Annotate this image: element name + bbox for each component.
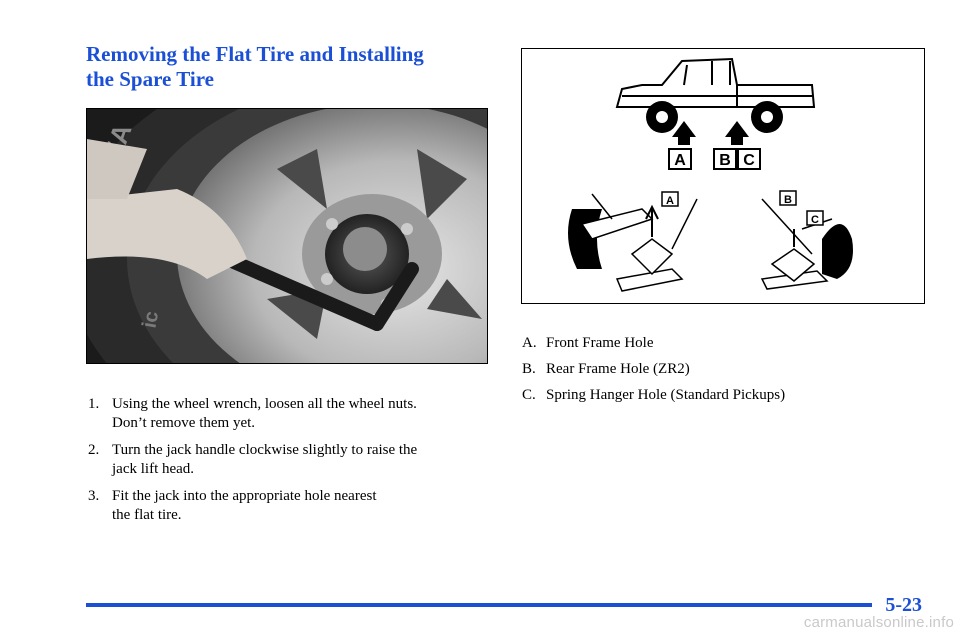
callout-top-a: A (674, 152, 686, 169)
step-text-line: the flat tire. (112, 507, 182, 523)
step-text-line: Don’t remove them yet. (112, 415, 256, 431)
front-jack-detail (568, 194, 697, 291)
legend-letter: A. (522, 335, 537, 351)
diagram-legend (522, 334, 922, 412)
section-heading (86, 42, 506, 92)
step-number: 1. (88, 396, 100, 412)
step-text-line: Fit the jack into the appropriate hole nearest (112, 488, 377, 504)
step-item (88, 441, 488, 479)
step-text-line: jack lift head. (112, 461, 195, 477)
arrow-bc-icon (725, 121, 749, 145)
legend-letter: B. (522, 361, 536, 377)
step-item (88, 487, 488, 525)
wheel-photo-illustration (87, 109, 487, 363)
callout-top-c: C (743, 152, 755, 169)
svg-text:ic: ic (138, 309, 164, 330)
jack-points-diagram (521, 48, 925, 304)
wheel-wrench-photo (86, 108, 488, 364)
heading-line-1: Removing the Flat Tire and Installing (86, 42, 424, 66)
callout-left-a: A (666, 195, 674, 207)
step-item (88, 395, 488, 433)
callout-top-b: B (719, 152, 731, 169)
callout-right-b: B (784, 194, 792, 206)
step-text-line: Using the wheel wrench, loosen all the wheel nuts. (112, 396, 417, 412)
truck-jack-illustration (522, 49, 924, 303)
legend-text: Front Frame Hole (546, 335, 654, 351)
footer-rule (86, 603, 872, 607)
legend-text: Spring Hanger Hole (Standard Pickups) (546, 387, 786, 403)
legend-item (522, 334, 922, 353)
legend-item (522, 360, 922, 379)
legend-text: Rear Frame Hole (ZR2) (546, 361, 690, 377)
heading-line-2: the Spare Tire (86, 67, 214, 91)
legend-item (522, 386, 922, 405)
pickup-truck-drawing (617, 59, 814, 107)
step-text-line: Turn the jack handle clockwise slightly to raise the (112, 442, 418, 458)
site-watermark: carmanualsonline.info (803, 614, 954, 631)
legend-letter: C. (522, 387, 536, 403)
page-number: 5-23 (885, 594, 922, 616)
step-number: 2. (88, 442, 100, 458)
step-number: 3. (88, 488, 100, 504)
instruction-steps (88, 395, 488, 533)
callout-right-c: C (811, 214, 819, 226)
